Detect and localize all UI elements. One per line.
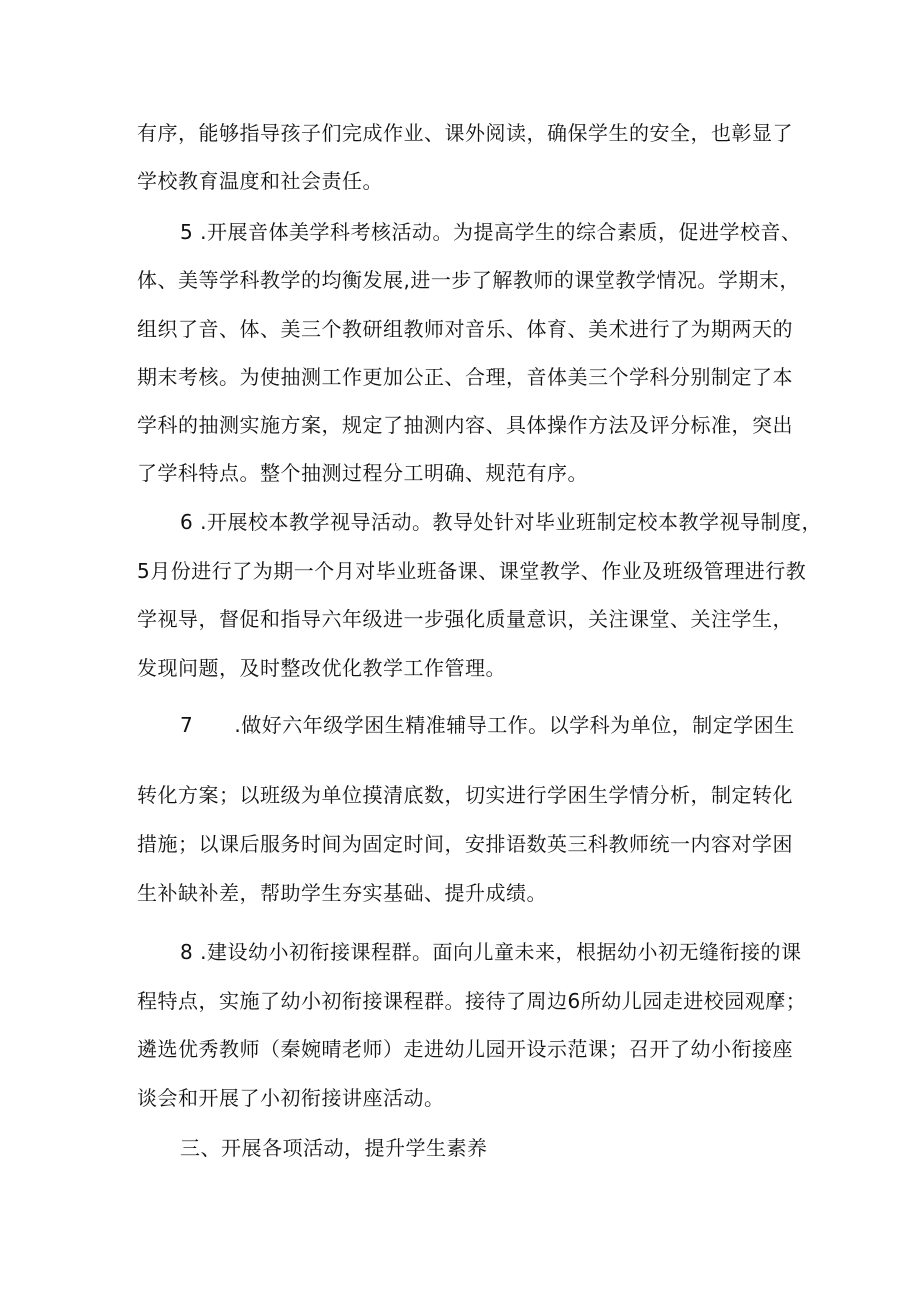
- paragraph-line: 5月份进行了为期一个月对毕业班备课、课堂教学、作业及班级管理进行教: [137, 559, 807, 583]
- paragraph-line: 生补缺补差，帮助学生夯实基础、提升成绩。: [137, 881, 547, 905]
- paragraph-line: 谈会和开展了小初衔接讲座活动。: [137, 1086, 445, 1110]
- paragraph-line: 期末考核。为使抽测工作更加公正、合理，音体美三个学科分别制定了本: [137, 365, 793, 389]
- paragraph-line: 学校教育温度和社会责任。: [137, 169, 383, 193]
- paragraph-line: 8 .建设幼小初衔接课程群。面向儿童未来，根据幼小初无缝衔接的课: [180, 940, 802, 964]
- paragraph-line: 体、美等学科教学的均衡发展,进一步了解教师的课堂教学情况。学期末，: [137, 268, 800, 292]
- paragraph-line: 6 .开展校本教学视导活动。教导处针对毕业班制定校本教学视导制度，: [180, 510, 822, 534]
- paragraph-line: 发现问题，及时整改优化教学工作管理。: [137, 656, 506, 680]
- paragraph-line: 有序，能够指导孩子们完成作业、课外阅读，确保学生的安全，也彰显了: [137, 121, 793, 145]
- paragraph-line: 遴选优秀教师（秦婉晴老师）走进幼儿园开设示范课；召开了幼小衔接座: [137, 1037, 793, 1061]
- paragraph-line: 了学科特点。整个抽测过程分工明确、规范有序。: [137, 461, 588, 485]
- paragraph-line: 5 .开展音体美学科考核活动。为提高学生的综合素质，促进学校音、: [180, 220, 802, 244]
- section-heading: 三、开展各项活动，提升学生素养: [180, 1136, 488, 1160]
- paragraph-line: 组织了音、体、美三个教研组教师对音乐、体育、美术进行了为期两天的: [137, 317, 793, 341]
- paragraph-line: 学科的抽测实施方案，规定了抽测内容、具体操作方法及评分标准，突出: [137, 413, 793, 437]
- paragraph-line: 7 .做好六年级学困生精准辅导工作。以学科为单位，制定学困生: [180, 713, 795, 737]
- paragraph-line: 程特点，实施了幼小初衔接课程群。接待了周边6所幼儿园走进校园观摩；: [137, 989, 807, 1013]
- paragraph-line: 措施；以课后服务时间为固定时间，安排语数英三科教师统一内容对学困: [137, 832, 793, 856]
- paragraph-line: 学视导，督促和指导六年级进一步强化质量意识，关注课堂、关注学生，: [137, 607, 793, 631]
- paragraph-line: 转化方案；以班级为单位摸清底数，切实进行学困生学情分析，制定转化: [137, 783, 793, 807]
